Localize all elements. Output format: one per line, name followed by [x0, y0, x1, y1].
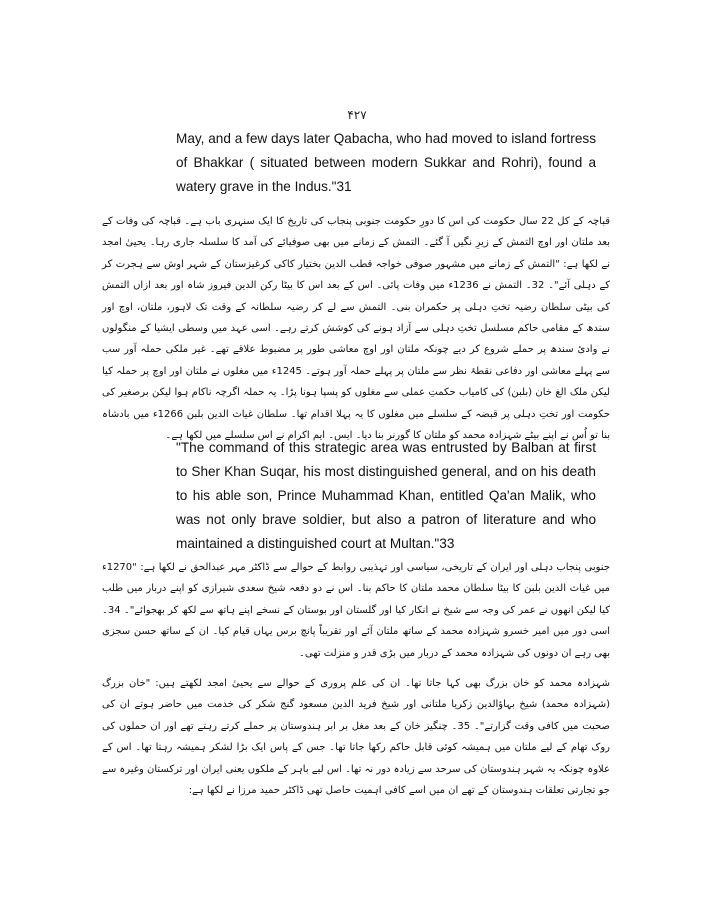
quote-text: May, and a few days later Qabacha, who had moved to island fortress of Bhakkar ( situated between modern Sukkar and Rohri), found a watery grave in the Indus."31	[176, 131, 596, 194]
paragraph-text: قباچہ کے کل 22 سال حکومت کی اس کا دورِ حکومت جنوبی پنجاب کی تاریخ کا ایک سنہری باب ہے۔ قباچہ کی وفات کے بعد ملتان اور اوچ التمش کے زیرِ نگیں آ گئے۔ التمش کے زمانے میں بھی صوفیائے کی آمد کا سلسلہ جاری رہا۔ یحییٰ امجد نے لکھا ہے: "التمش کے زمانے میں مشہور صوفی خواجہ قطب الدین بختیار کاکی کرغیزستان کے شہر اوش سے ہجرت کر کے دہلی آئے"۔ 32۔ التمش نے 1236ء میں وفات پائی۔ اس کے بعد اس کا بیٹا رکن الدین فیروز شاہ اور بعد ازاں التمش کی بیٹی سلطان رضیہ تختِ دہلی پر حکمران بنی۔ التمش سے لے کر رضیہ سلطانہ کے وقت تک لاہور، ملتان، اوچ اور سندھ کے مقامی حاکم مسلسل تختِ دہلی سے آزاد ہونے کی کوشش کرتے رہے۔ اسی عہد میں وسطی ایشیا کے منگولوں نے وادیٔ سندھ پر حملے شروع کر دیے چونکہ ملتان اور اوچ معاشی طور پر مضبوط علاقے تھے۔ غیر ملکی حملہ آور سب سے پہلے معاشی اور دفاعی نقطۂ نظر سے ملتان پر پہلے حملہ آور ہوتے۔ 1245ء میں مغلوں نے ملتان اور اوچ پر حملہ کیا لیکن ملک الغ خان (بلبن) کی کامیاب حکمتِ عملی سے مغلوں کو پسپا ہونا پڑا۔ یہ حملہ اگرچہ ناکام ہوا لیکن برصغیر کی حکومت اور تختِ دہلی پر قبضہ کے سلسلے میں مغلوں کا یہ پہلا اقدام تھا۔ سلطان غیاث الدین بلبن 1266ء میں بادشاہ بنا تو اُس نے اپنے بیٹے شہزادہ محمد کو ملتان کا گورنر بنا دیا۔ ایس۔ ایم اکرام نے اس سلسلے میں لکھا ہے۔	[102, 216, 610, 442]
urdu-paragraph-multan-court	[102, 557, 610, 664]
page-number: ۴۲۷	[347, 108, 367, 122]
paragraph-text: شہزادہ محمد کو خان بزرگ بھی کہا جاتا تھا۔ ان کی علم پروری کے حوالے سے یحییٰ امجد لکھتے ہیں: "خان بزرگ (شہزادہ محمد) شیخ بہاؤالدین زکریا ملتانی اور شیخ فرید الدین مسعود گنج شکر کی خدمت میں حاضر ہوتے ان کی صحبت میں کافی وقت گزارتے"۔ 35۔ چنگیز خان کے بعد مغل بر ابر ہندوستان پر حملے کرتے رہتے تھے اور ان حملوں کی روک تھام کے لیے ملتان میں ہمیشہ کوئی قابل حاکم رکھا جاتا تھا۔ جس کے پاس ایک بڑا لشکر ہمیشہ رہتا تھا۔ اس کے علاوہ چونکہ یہ شہر ہندوستان کی سرحد سے زیادہ دور نہ تھا۔ اس لیے باہر کے ملکوں یعنی ایران اور ترکستان وغیرہ سے جو تجارتی تعلقات ہندوستان کے تھے ان میں اسے کافی اہمیت حاصل تھی ڈاکٹر حمید مرزا نے لکھا ہے:	[101, 678, 610, 797]
urdu-paragraph-khan-buzurg	[102, 673, 610, 801]
quote-text: "The command of this strategic area was entrusted by Balban at first to Sher Khan Suqar, his most distinguished general, and on his death to his able son, Prince Muhammad Khan, entitled Qa'an Malik, who was not only brave soldier, but also a patron of literature and who maintained a distinguished court at Multan."33	[176, 440, 596, 551]
english-quote-balban	[176, 436, 596, 556]
urdu-paragraph-iltutmish	[102, 211, 610, 446]
paragraph-text: جنوبی پنجاب دہلی اور ایران کے تاریخی، سیاسی اور تہذیبی روابط کے حوالے سے ڈاکٹر مہر عبدالحق نے لکھا ہے: "1270ء میں غیاث الدین بلبن کا بیٹا سلطان محمد ملتان کا حاکم بنا۔ اس نے دو دفعہ شیخ سعدی شیرازی کو اپنے دربار میں طلب کیا لیکن انھوں نے عمر کی وجہ سے شیخ نے انکار کیا اور گلستان اور بوستان کے نسخے اپنے ہاتھ سے لکھ کر بھجوائے"۔ 34۔ اسی دور میں امیر خسرو شہزادہ محمد کے ساتھ ملتان آئے اور تقریباً پانچ برس یہاں قیام کیا۔ ان کے ساتھ حسن سجزی بھی رہے ان دونوں کی شہزادہ محمد کے دربار میں بڑی قدر و منزلت تھی۔	[102, 562, 610, 659]
english-quote-qabacha	[176, 127, 596, 199]
